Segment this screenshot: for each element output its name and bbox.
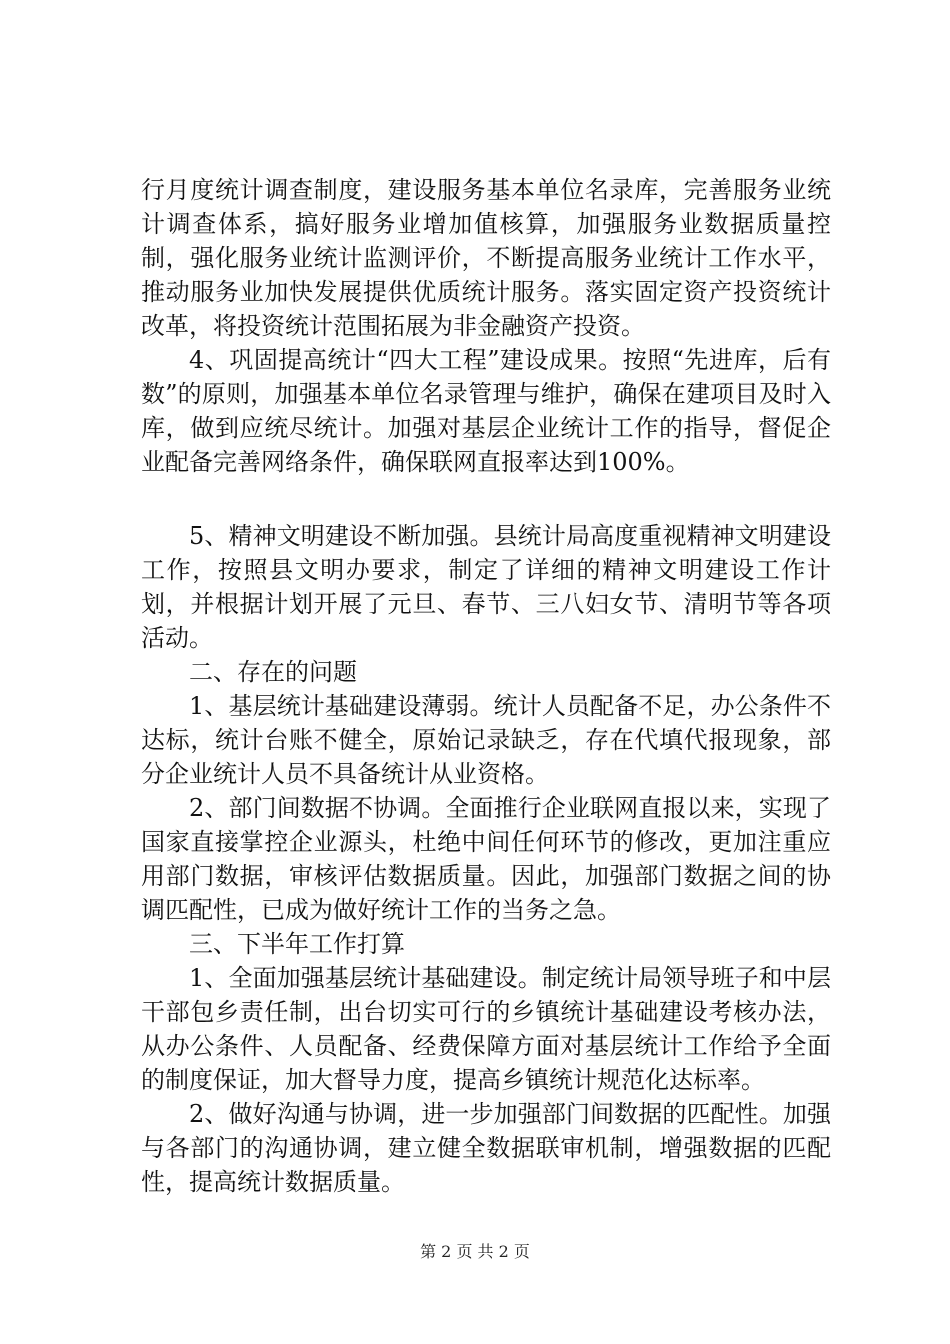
section-heading-problems: 二、存在的问题 xyxy=(189,658,357,686)
paragraph-four-projects: 4、巩固提高统计“四大工程”建设成果。按照“先进库，后有数”的原则，加强基本单位名录管理与维护，确保在建项目及时入库，做到应统尽统计。加强对基层企业统计工作的指导，督促企业配备完善网络条件，确保联网直报率达到100%。 xyxy=(141,346,831,476)
document-body xyxy=(141,173,831,1199)
section-heading-plans: 三、下半年工作打算 xyxy=(189,930,405,958)
paragraph-civilization: 5、精神文明建设不断加强。县统计局高度重视精神文明建设工作，按照县文明办要求，制定了详细的精神文明建设工作计划，并根据计划开展了元旦、春节、三八妇女节、清明节等各项活动。 xyxy=(141,522,831,652)
paragraph-gap xyxy=(141,479,831,519)
paragraph-problem-2: 2、部门间数据不协调。全面推行企业联网直报以来，实现了国家直接掌控企业源头，杜绝中间任何环节的修改，更加注重应用部门数据，审核评估数据质量。因此，加强部门数据之间的协调匹配性，已成为做好统计工作的当务之急。 xyxy=(141,794,831,924)
paragraph-problem-1: 1、基层统计基础建设薄弱。统计人员配备不足，办公条件不达标，统计台账不健全，原始记录缺乏，存在代填代报现象，部分企业统计人员不具备统计从业资格。 xyxy=(141,692,831,788)
paragraph-plan-1: 1、全面加强基层统计基础建设。制定统计局领导班子和中层干部包乡责任制，出台切实可行的乡镇统计基础建设考核办法，从办公条件、人员配备、经费保障方面对基层统计工作给予全面的制度保证，加大督导力度，提高乡镇统计规范化达标率。 xyxy=(141,964,831,1094)
page-footer: 第 2 页 共 2 页 xyxy=(420,1242,530,1261)
paragraph-service-stats: 行月度统计调查制度，建设服务基本单位名录库，完善服务业统计调查体系，搞好服务业增加值核算，加强服务业数据质量控制，强化服务业统计监测评价，不断提高服务业统计工作水平，推动服务业加快发展提供优质统计服务。落实固定资产投资统计改革，将投资统计范围拓展为非金融资产投资。 xyxy=(141,176,831,340)
paragraph-plan-2: 2、做好沟通与协调，进一步加强部门间数据的匹配性。加强与各部门的沟通协调，建立健全数据联审机制，增强数据的匹配性，提高统计数据质量。 xyxy=(141,1100,831,1196)
